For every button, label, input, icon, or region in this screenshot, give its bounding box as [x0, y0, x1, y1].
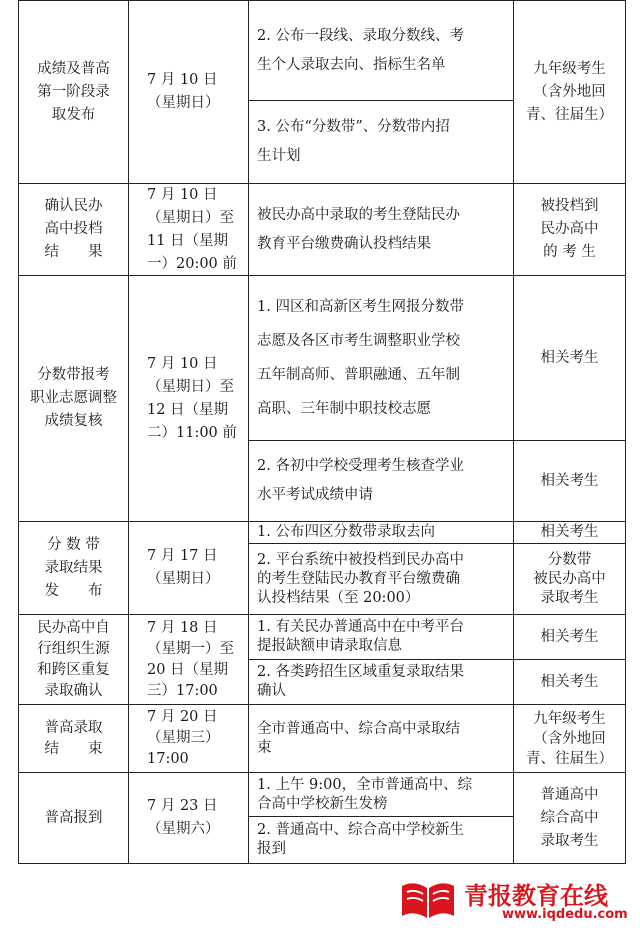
- content-text: 2. 普通高中、综合高中学校新生 报到: [257, 822, 464, 857]
- content-cell: [249, 817, 513, 863]
- time-cell: [129, 184, 248, 275]
- target-text: 分数带 被民办高中 录取考生: [533, 551, 606, 606]
- target-text: 九年级考生 （含外地回 青、往届生）: [526, 710, 613, 767]
- time-text: 7 月 10 日 （星期日）: [147, 72, 220, 111]
- stage-cell: [19, 705, 128, 772]
- stage-text: 确认民办 高中投档 结 果: [44, 198, 103, 260]
- schedule-table: [18, 0, 626, 864]
- target-cell: [514, 705, 625, 772]
- time-text: 7 月 17 日 （星期日）: [147, 548, 220, 587]
- target-text: 相关考生: [540, 524, 599, 540]
- target-text: 普通高中 综合高中 录取考生: [540, 786, 599, 849]
- content-cell: [249, 544, 513, 614]
- content-text: 3. 公布“分数带”、分数带内招 生计划: [257, 119, 450, 164]
- content-cell: [249, 1, 513, 100]
- time-text: 7 月 20 日 （星期三） 17:00: [147, 709, 220, 767]
- target-cell: [514, 276, 625, 440]
- target-text: 相关考生: [540, 349, 599, 366]
- content-text: 1. 上午 9:00，全市普通高中、综 合高中学校新生发榜: [257, 776, 473, 812]
- time-cell: [129, 773, 248, 863]
- time-text: 7 月 10 日 （星期日）至 11 日（星期 一）20:00 前: [147, 186, 237, 272]
- stage-cell: [19, 522, 128, 614]
- content-text: 2. 公布一段线、录取分数线、考 生个人录取去向、指标生名单: [257, 27, 464, 73]
- content-cell: [249, 615, 513, 659]
- content-cell: [249, 522, 513, 543]
- target-cell: [514, 773, 625, 863]
- watermark-url: www.iqdedu.com: [502, 907, 628, 922]
- time-cell: [129, 615, 248, 704]
- content-cell: [249, 773, 513, 816]
- stage-text: 普高录取 结 束: [44, 719, 103, 757]
- content-cell: [249, 705, 513, 772]
- time-cell: [129, 522, 248, 614]
- content-text: 2. 平台系统中被投档到民办高中 的考生登陆民办教育平台缴费确 认投档结果（至 20:00）: [257, 551, 464, 606]
- col-border: [625, 0, 626, 864]
- time-text: 7 月 18 日 （星期一）至 20 日（星期 三）17:00: [147, 619, 234, 699]
- row-border: [18, 863, 626, 864]
- target-text: 相关考生: [540, 472, 599, 489]
- open-book-icon: [398, 878, 458, 922]
- stage-cell: [19, 773, 128, 863]
- target-cell: [514, 544, 625, 614]
- target-cell: [514, 660, 625, 704]
- stage-text: 普高报到: [44, 809, 103, 826]
- target-text: 被投档到 民办高中 的 考 生: [540, 198, 599, 260]
- stage-cell: [19, 184, 128, 275]
- target-cell: [514, 184, 625, 275]
- stage-cell: [19, 276, 128, 521]
- content-text: 1. 公布四区分数带录取去向: [257, 524, 435, 540]
- content-cell: [249, 101, 513, 183]
- watermark-logo: [398, 876, 634, 922]
- time-text: 7 月 23 日 （星期六）: [147, 798, 220, 837]
- time-cell: [129, 1, 248, 183]
- target-cell: [514, 441, 625, 521]
- content-cell: [249, 184, 513, 275]
- content-text: 被民办高中录取的考生登陆民办 教育平台缴费确认投档结果: [257, 206, 460, 252]
- target-cell: [514, 1, 625, 183]
- time-cell: [129, 276, 248, 521]
- target-text: 九年级考生 （含外地回 青、往届生）: [526, 60, 613, 123]
- content-text: 1. 四区和高新区考生网报分数带 志愿及各区市考生调整职业学校 五年制高师、普职融通、五年制 高职、三年制中职技校志愿: [257, 299, 464, 417]
- content-text: 1. 有关民办普通高中在中考平台 提报缺额申请录取信息: [257, 619, 464, 654]
- content-cell: [249, 441, 513, 521]
- stage-text: 民办高中自 行组织生源 和跨区重复 录取确认: [37, 619, 110, 699]
- watermark-brand-name: 青报教育在线: [464, 882, 608, 910]
- time-text: 7 月 10 日 （星期日）至 12 日（星期 二）11:00 前: [147, 355, 237, 441]
- target-text: 相关考生: [540, 673, 599, 690]
- time-cell: [129, 705, 248, 772]
- target-text: 相关考生: [540, 628, 599, 645]
- stage-text: 成绩及普高 第一阶段录 取发布: [37, 60, 110, 123]
- stage-cell: [19, 615, 128, 704]
- content-cell: [249, 276, 513, 440]
- stage-cell: [19, 1, 128, 183]
- content-text: 2. 各初中学校受理考生核查学业 水平考试成绩申请: [257, 458, 464, 503]
- target-cell: [514, 615, 625, 659]
- target-cell: [514, 522, 625, 543]
- content-cell: [249, 660, 513, 704]
- stage-text: 分数带报考 职业志愿调整 成绩复核: [30, 367, 117, 429]
- content-text: 2. 各类跨招生区域重复录取结果 确认: [257, 664, 464, 699]
- content-text: 全市普通高中、综合高中录取结 束: [257, 720, 460, 756]
- stage-text: 分 数 带 录取结果 发 布: [44, 536, 103, 599]
